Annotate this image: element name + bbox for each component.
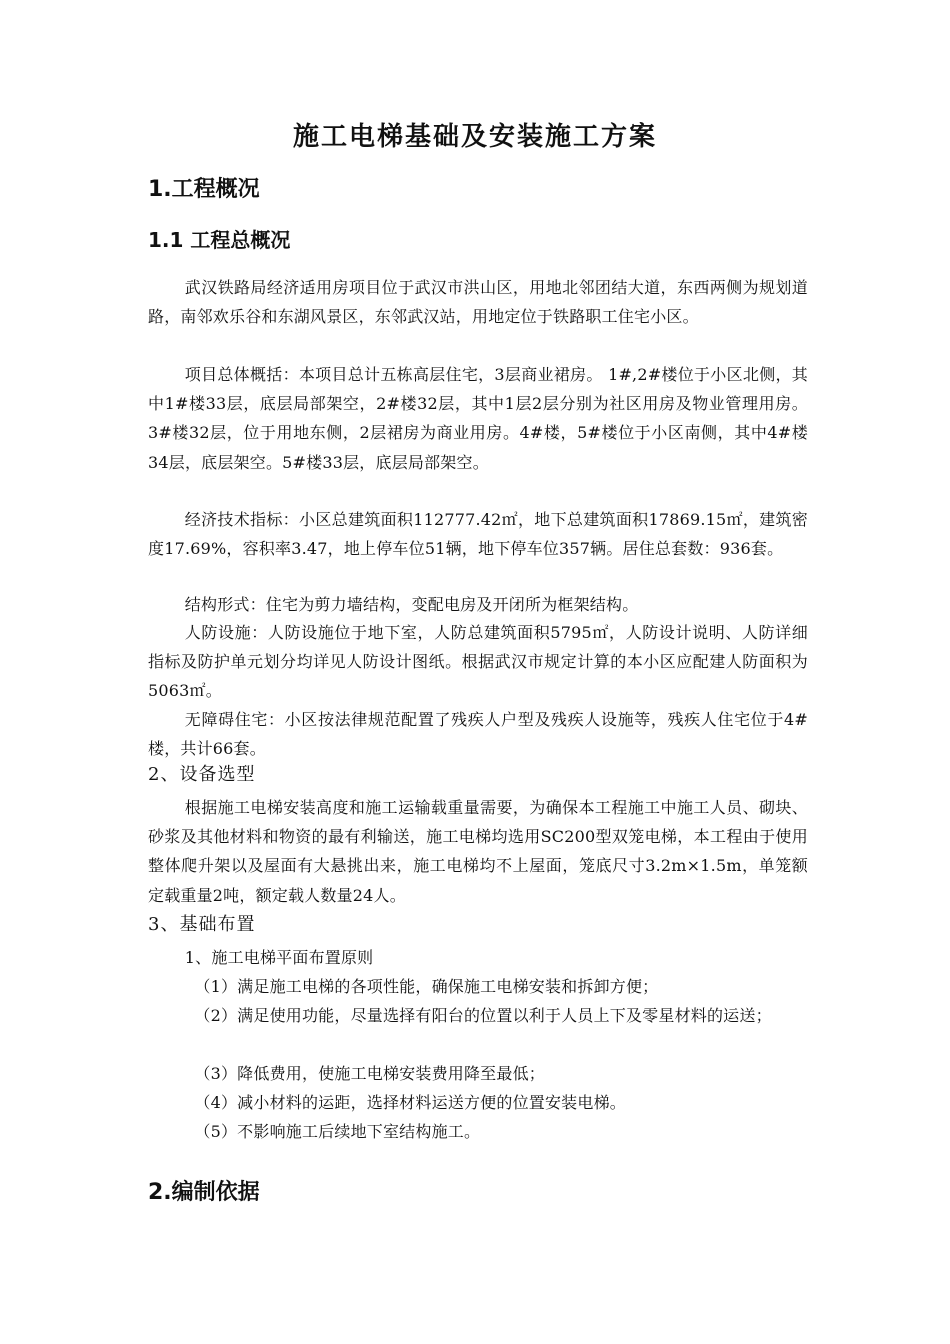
principle-item-1: （1）满足施工电梯的各项性能，确保施工电梯安装和拆卸方便； [194,977,659,996]
document-title: 施工电梯基础及安装施工方案 [292,122,657,152]
section-heading-equipment: 2、设备选型 [148,764,256,785]
paragraph-accessible-housing: 无障碍住宅：小区按法律规范配置了残疾人户型及残疾人设施等，残疾人住宅位于4#楼，共计66套。 [148,710,808,759]
section-heading-basis: 2.编制依据 [148,1180,260,1205]
subsection-heading-general: 1.1 工程总概况 [148,228,291,252]
paragraph-project-summary: 项目总体概括：本项目总计五栋高层住宅，3层商业裙房。 1#,2#楼位于小区北侧，其中1#楼33层，底层局部架空，2#楼32层，其中1层2层分别为社区用房及物业管理用房。3#楼32层，位于用地东侧，2层裙房为商业用房。4#楼，5#楼位于小区南侧，其中4#楼34层，底层架空。5#楼33层，底层局部架空。 [148,365,808,472]
section-heading-overview: 1.工程概况 [148,177,260,202]
principle-title: 1、施工电梯平面布置原则 [184,948,374,967]
paragraph-equipment-selection: 根据施工电梯安装高度和施工运输载重量需要，为确保本工程施工中施工人员、砌块、砂浆及其他材料和物资的最有利输送，施工电梯均选用SC200型双笼电梯，本工程由于使用整体爬升架以及屋面有大悬挑出来，施工电梯均不上屋面，笼底尺寸3.2m×1.5m，单笼额定载重量2吨，额定载人数量24人。 [148,798,808,905]
paragraph-civil-defense: 人防设施：人防设施位于地下室，人防总建筑面积5795㎡，人防设计说明、人防详细指标及防护单元划分均详见人防设计图纸。根据武汉市规定计算的本小区应配建人防面积为5063㎡。 [148,623,808,701]
paragraph-technical-indicators: 经济技术指标：小区总建筑面积112777.42㎡，地下总建筑面积17869.15㎡，建筑密度17.69%，容积率3.47，地上停车位51辆，地下停车位357辆。居住总套数：936套。 [148,510,808,559]
section-heading-foundation: 3、基础布置 [148,914,256,935]
paragraph-structure-form: 结构形式：住宅为剪力墙结构，变配电房及开闭所为框架结构。 [184,595,639,614]
principle-item-3: （3）降低费用，使施工电梯安装费用降至最低； [194,1064,545,1083]
principle-item-5: （5）不影响施工后续地下室结构施工。 [194,1122,481,1141]
principle-item-4: （4）减小材料的运距，选择材料运送方便的位置安装电梯。 [194,1093,626,1112]
principle-item-2 [148,1001,808,1030]
paragraph-location: 武汉铁路局经济适用房项目位于武汉市洪山区，用地北邻团结大道，东西两侧为规划道路，南邻欢乐谷和东湖风景区，东邻武汉站，用地定位于铁路职工住宅小区。 [148,278,808,327]
principle-item-2-text: （2）满足使用功能，尽量选择有阳台的位置以利于人员上下及零星材料的运送； [194,1006,772,1025]
